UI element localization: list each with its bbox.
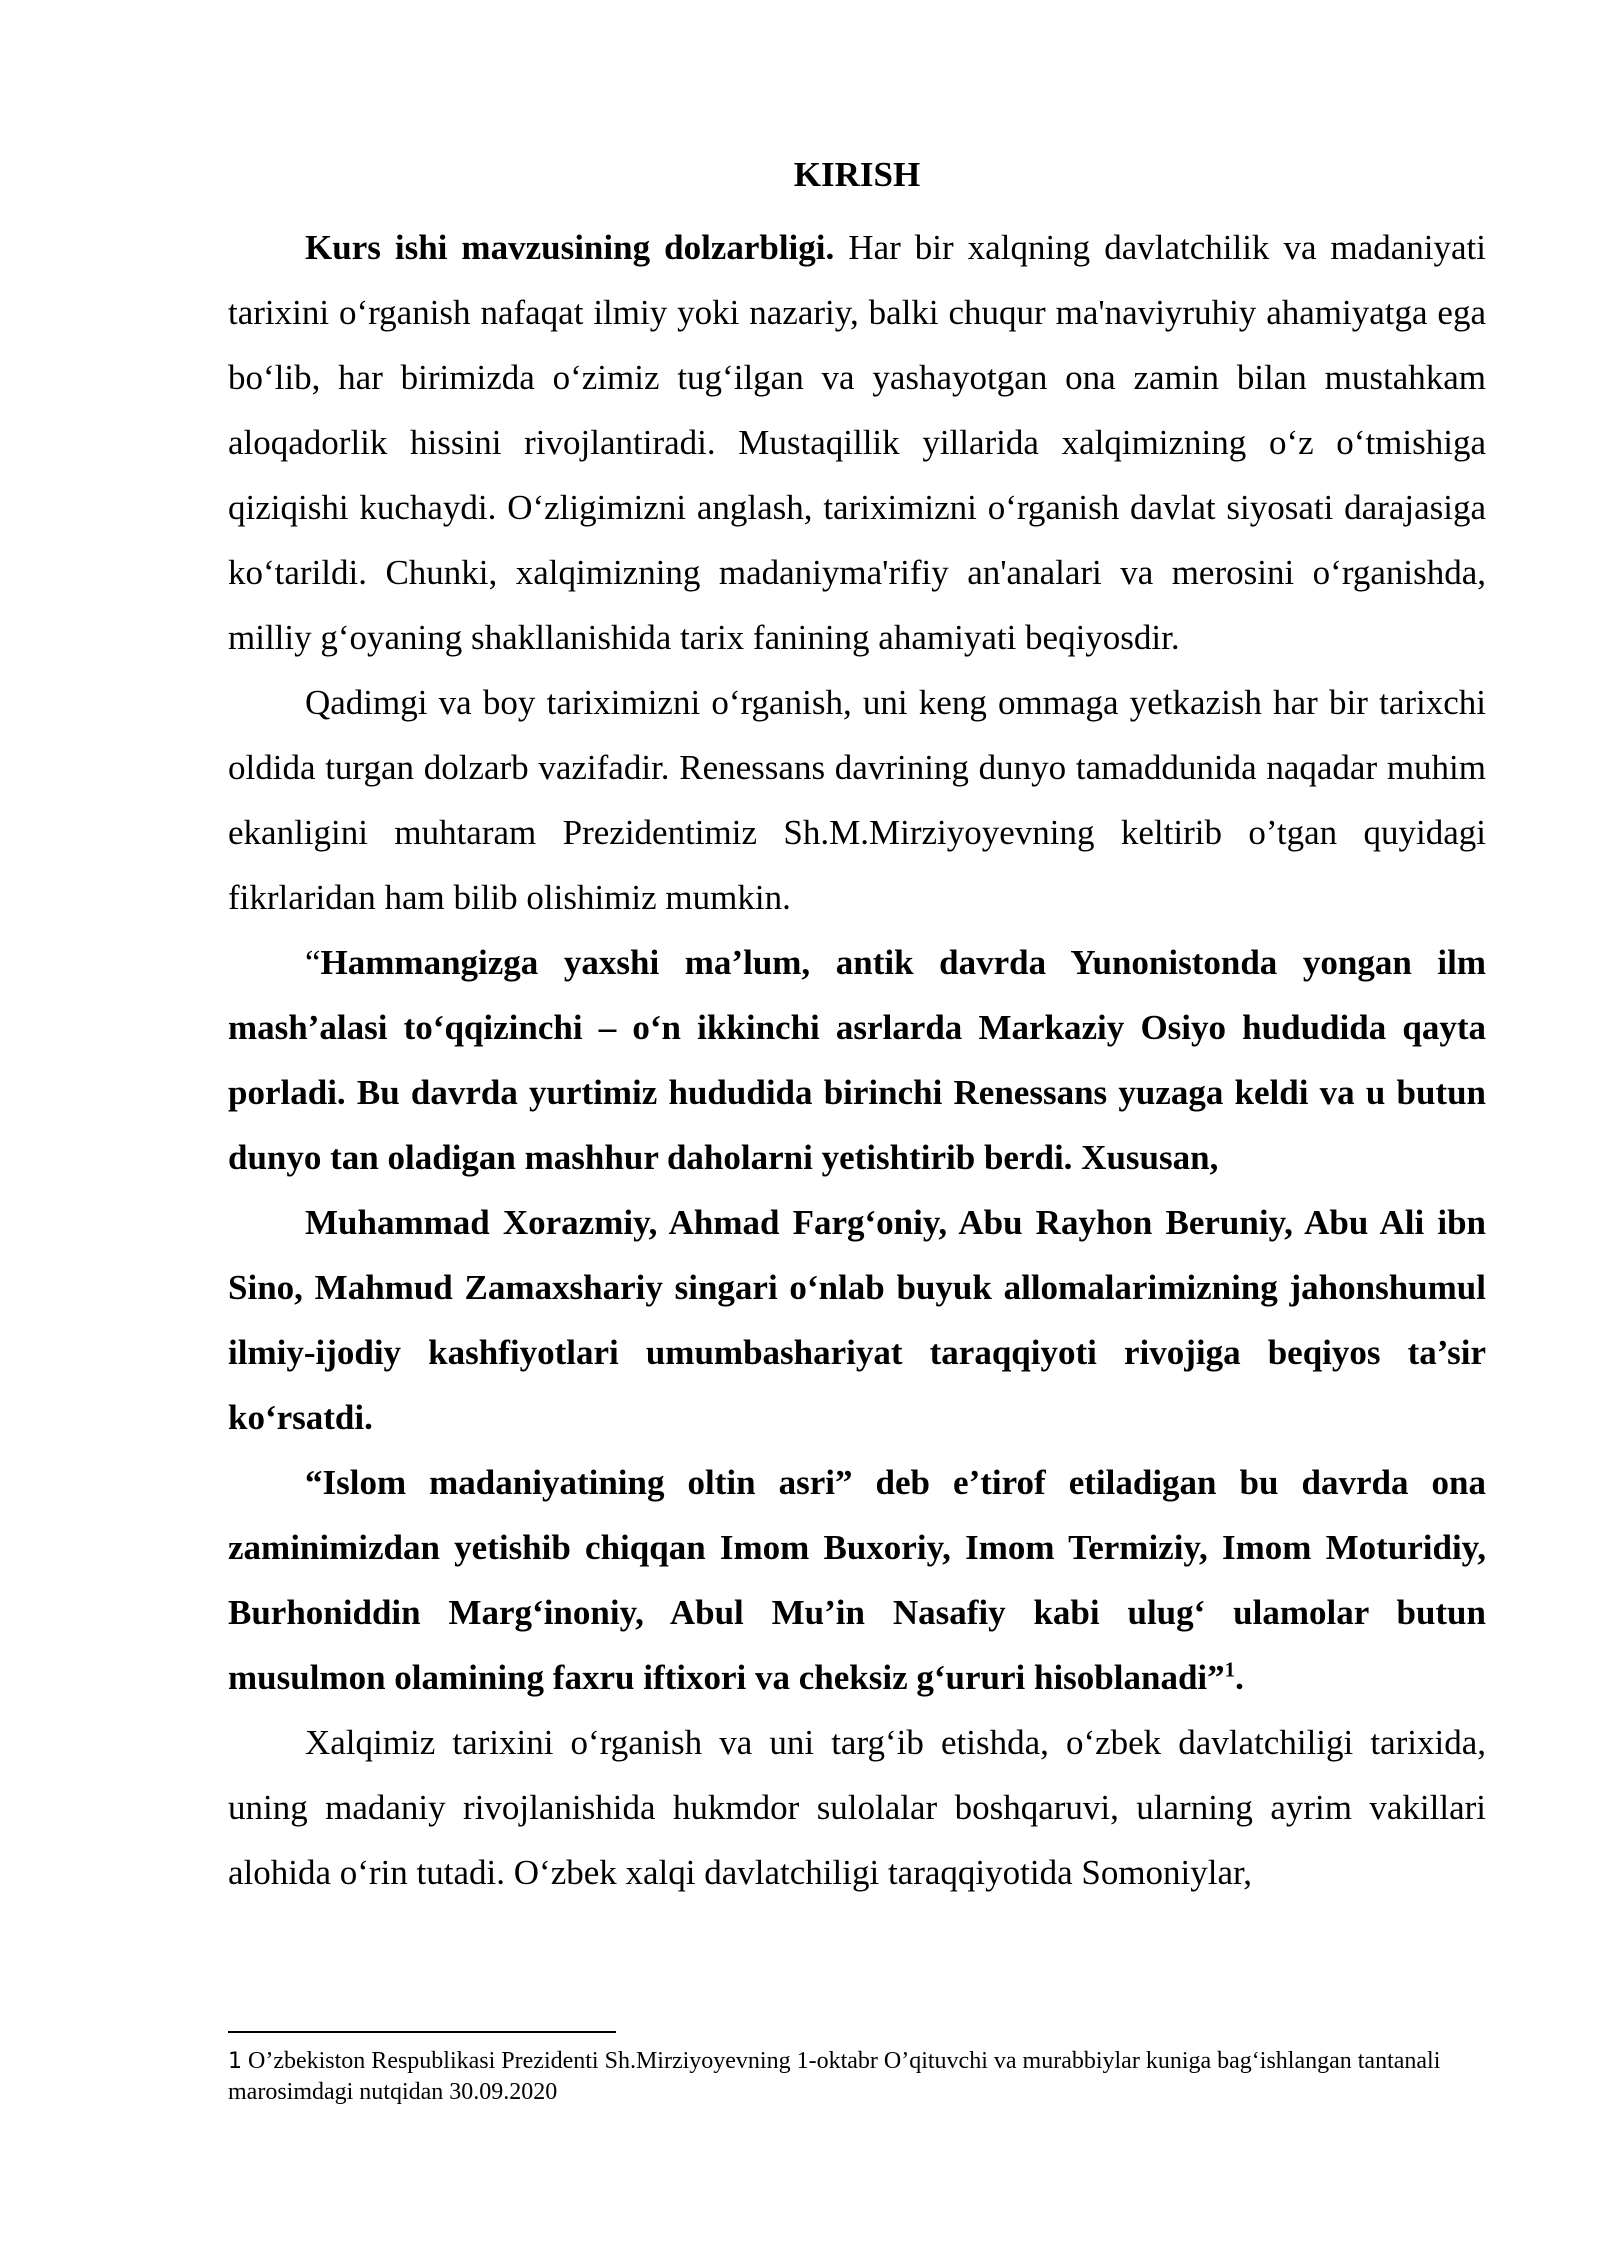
paragraph-lead: Kurs ishi mavzusining dolzarbligi. <box>305 228 835 267</box>
paragraph-text: Har bir xalqning davlatchilik va madaniyati tarixini o‘rganish nafaqat ilmiy yoki nazariy, balki chuqur ma'naviyruhiy ahamiyatga ega bo‘lib, har birimizda o‘zimiz tug‘ilgan va yashayotgan ona zamin bilan mustahkam aloqadorlik hissini rivojlantiradi. Mustaqillik yillarida xalqimizning o‘z o‘tmishiga qiziqishi kuchaydi. O‘zligimizni anglash, tariximizni o‘rganish davlat siyosati darajasiga ko‘tarildi. Chunki, xalqimizning madaniyma'rifiy an'analari va merosini o‘rganishda, milliy g‘oyaning shakllanishida tarix fanining ahamiyati beqiyosdir. <box>228 228 1486 657</box>
footnote-reference[interactable]: 1 <box>1224 1657 1236 1682</box>
paragraph-quote-scholars: Muhammad Xorazmiy, Ahmad Farg‘oniy, Abu Rayhon Beruniy, Abu Ali ibn Sino, Mahmud Zamaxshariy singari o‘nlab buyuk allomalarimizning jahonshumul ilmiy-ijodiy kashfiyotlari umumbashariyat taraqqiyoti rivojiga beqiyos ta’sir ko‘rsatdi. <box>228 1203 1486 1437</box>
footnote-text: O’zbekiston Respublikasi Prezidenti Sh.Mirziyoyevning 1-oktabr O’qituvchi va murabbiylar kuniga bag‘ishlangan tantanali marosimdagi nutqidan 30.09.2020 <box>228 2048 1441 2105</box>
open-quote: “ <box>305 943 321 982</box>
paragraph-dynasties: Xalqimiz tarixini o‘rganish va uni targ‘ib etishda, o‘zbek davlatchiligi tarixida, uning madaniy rivojlanishida hukmdor sulolalar boshqaruvi, ularning ayrim vakillari alohida o‘rin tutadi. O‘zbek xalqi davlatchiligi taraqqiyotida Somoniylar, <box>228 1723 1486 1892</box>
paragraph-renaissance-intro: Qadimgi va boy tariximizni o‘rganish, uni keng ommaga yetkazish har bir tarixchi oldida turgan dolzarb vazifadir. Renessans davrining dunyo tamaddunida naqadar muhim ekanligini muhtaram Prezidentimiz Sh.M.Mirziyoyevning keltirib o’tgan quyidagi fikrlaridan ham bilib olishimiz mumkin. <box>228 683 1486 917</box>
paragraph-quote-islam <box>228 1450 1486 1710</box>
document-body <box>228 150 1486 1905</box>
quote-end: . <box>1235 1658 1244 1697</box>
quote-text: Hammangizga yaxshi ma’lum, antik davrda Yunonistonda yongan ilm mash’alasi to‘qqizinchi – o‘n ikkinchi asrlarda Markaziy Osiyo hududida qayta porladi. Bu davrda yurtimiz hududida birinchi Renessans yuzaga keldi va u butun dunyo tan oladigan mashhur daholarni yetishtirib berdi. Xususan, <box>228 943 1486 1177</box>
paragraph-relevance <box>228 215 1486 670</box>
footnote-separator <box>228 2031 616 2033</box>
quote-text: “Islom madaniyatining oltin asri” deb e’tirof etiladigan bu davrda ona zaminimizdan yetishib chiqqan Imom Buxoriy, Imom Termiziy, Imom Moturidiy, Burhoniddin Marg‘inoniy, Abul Mu’in Nasafiy kabi ulug‘ ulamolar butun musulmon olamining faxru iftixori va cheksiz g‘ururi hisoblanadi” <box>228 1463 1486 1697</box>
footnote-number: 1 <box>228 2049 242 2074</box>
paragraph-quote-start <box>228 930 1486 1190</box>
page-heading: KIRISH <box>793 155 921 194</box>
footnote <box>228 2046 1486 2108</box>
